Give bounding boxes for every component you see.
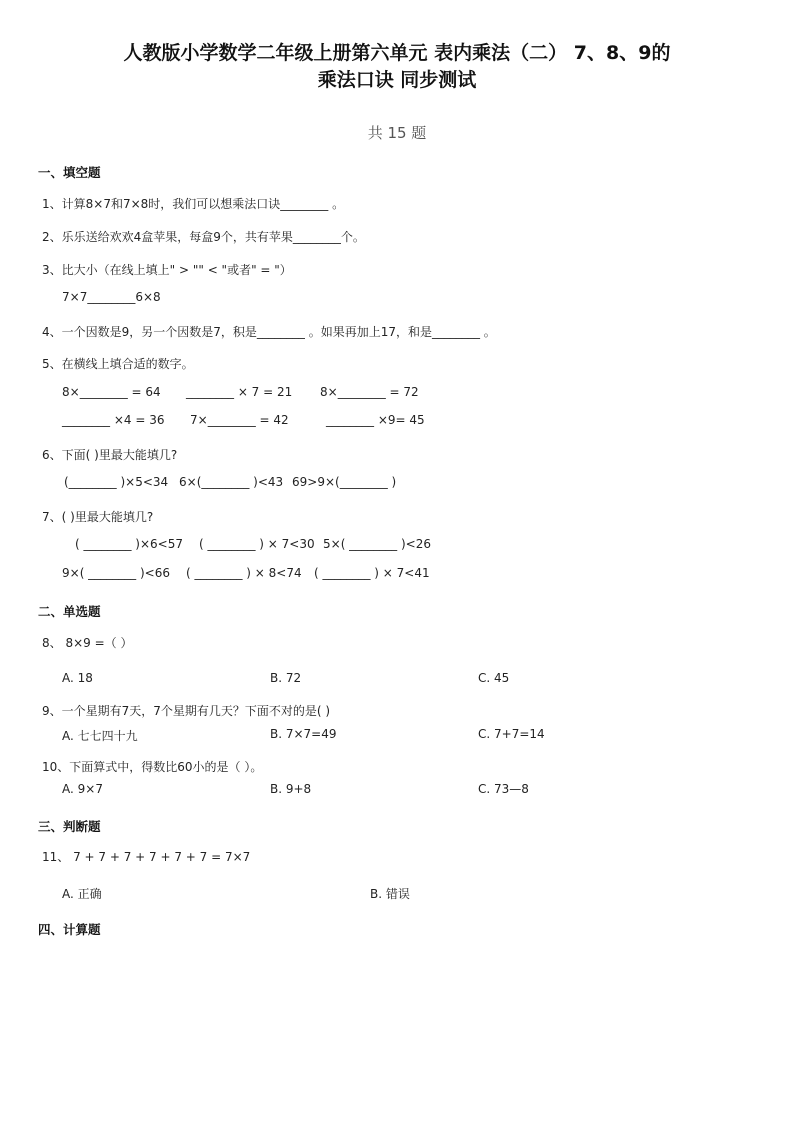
question-5-item-a: 8×________ = 64	[62, 385, 161, 399]
question-7-item-f: ( ________ ) × 7<41	[314, 566, 430, 580]
section-fill-heading: 一、填空题	[38, 165, 101, 180]
question-5-item-e: 7×________ = 42	[190, 413, 289, 427]
question-7-item-c: 5×( ________ )<26	[323, 537, 432, 551]
question-9-option-c: C. 7+7=14	[478, 727, 545, 741]
question-7-item-b: ( ________ ) × 7<30	[199, 537, 315, 551]
question-7-item-d: 9×( ________ )<66	[62, 566, 171, 580]
question-11: 11、 7 + 7 + 7 + 7 + 7 + 7 = 7×7	[42, 850, 251, 864]
question-5-item-b: ________ × 7 = 21	[186, 385, 293, 399]
section-judge-heading: 三、判断题	[38, 819, 101, 834]
question-7: 7、( )里最大能填几?	[42, 510, 154, 524]
question-8-option-c: C. 45	[478, 671, 510, 685]
question-2: 2、乐乐送给欢欢4盒苹果，每盒9个，共有苹果________个。	[42, 230, 365, 244]
question-4: 4、一个因数是9，另一个因数是7，积是________ 。如果再加上17，和是________ 。	[42, 325, 496, 339]
question-3-item: 7×7________6×8	[62, 290, 161, 304]
question-6-item-a: (________ )×5<34	[64, 475, 169, 489]
question-6-item-b: 6×(________ )<43	[179, 475, 284, 489]
question-9-option-a: A. 七七四十九	[62, 729, 138, 743]
question-7-item-e: ( ________ ) × 8<74	[186, 566, 302, 580]
question-10: 10、下面算式中，得数比60小的是（ ）。	[42, 760, 263, 774]
question-9-option-b: B. 7×7=49	[270, 727, 337, 741]
question-6: 6、下面( )里最大能填几?	[42, 448, 178, 462]
question-10-option-b: B. 9+8	[270, 782, 312, 796]
page-title-line1: 人教版小学数学二年级上册第六单元 表内乘法（二） 7、8、9的	[123, 42, 671, 64]
section-calc-heading: 四、计算题	[38, 922, 101, 937]
question-5-item-c: 8×________ = 72	[320, 385, 419, 399]
question-3: 3、比大小（在线上填上" > "" < "或者" = "）	[42, 263, 292, 277]
question-9: 9、一个星期有7天，7个星期有几天？下面不对的是( )	[42, 704, 331, 718]
question-5-item-d: ________ ×4 = 36	[62, 413, 165, 427]
question-7-item-a: ( ________ )×6<57	[75, 537, 184, 551]
section-choice-heading: 二、单选题	[38, 604, 101, 619]
question-6-item-c: 69>9×(________ )	[292, 475, 397, 489]
page-title-line2: 乘法口诀 同步测试	[317, 69, 477, 91]
question-8-option-a: A. 18	[62, 671, 93, 685]
question-count: 共 15 题	[367, 124, 427, 142]
question-11-option-a: A. 正确	[62, 887, 102, 901]
question-5: 5、在横线上填合适的数字。	[42, 357, 194, 371]
question-11-option-b: B. 错误	[370, 887, 410, 901]
question-8: 8、 8×9 =（ ）	[42, 636, 133, 650]
question-10-option-c: C. 73—8	[478, 782, 529, 796]
question-10-option-a: A. 9×7	[62, 782, 103, 796]
question-8-option-b: B. 72	[270, 671, 302, 685]
question-5-item-f: ________ ×9= 45	[326, 413, 425, 427]
question-1: 1、计算8×7和7×8时，我们可以想乘法口诀________ 。	[42, 197, 345, 211]
